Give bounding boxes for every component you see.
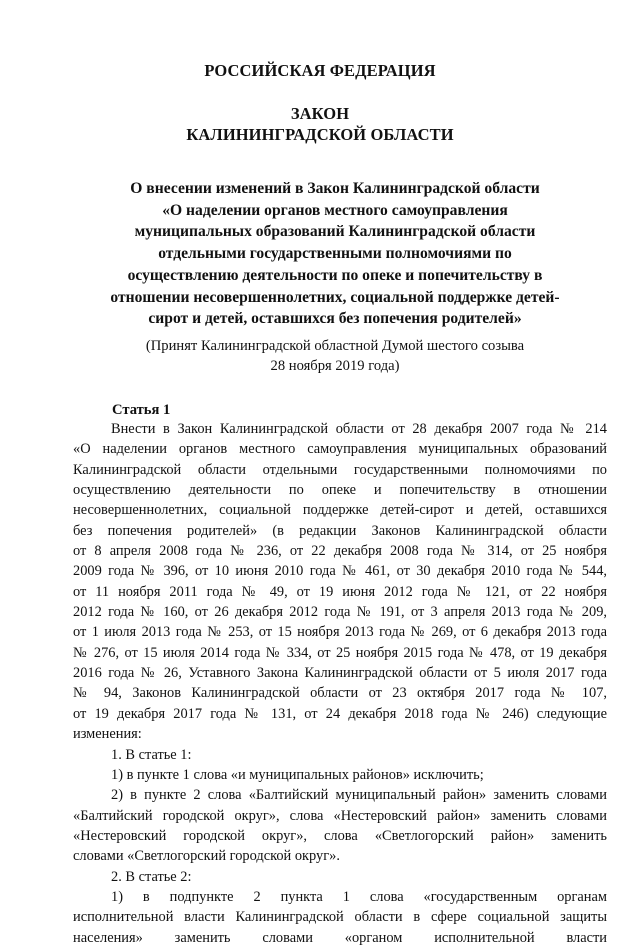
- subject-line: муниципальных образований Калининградской области: [134, 223, 536, 241]
- subject-line: сирот и детей, оставшихся без попечения родителей»: [148, 310, 522, 328]
- body-line: № 276, от 15 июля 2014 года № 334, от 25 ноября 2015 года № 478, от 19 декабря: [73, 644, 607, 661]
- body-line: № 94, Законов Калининградской области от 23 октября 2017 года № 107,: [73, 685, 607, 702]
- body-line: «О наделении органов местного самоуправления муниципальных образований: [73, 441, 607, 458]
- subject-line: О внесении изменений в Закон Калининградской области: [130, 180, 540, 197]
- body-line: «Балтийский городской округ», слова «Нестеровский район» заменить словами: [73, 807, 607, 824]
- law-label: ЗАКОН: [290, 104, 350, 123]
- body-line: без попечения родителей» (в редакции Законов Калининградской области: [73, 522, 607, 539]
- subject-line: отношении несовершеннолетних, социальной поддержке детей-: [110, 288, 560, 306]
- article-body: [73, 419, 607, 948]
- article-title: Статья 1: [112, 402, 171, 418]
- body-line: «Нестеровский городской округ», слова «Светлогорский район» заменить: [73, 827, 607, 844]
- body-line: изменения:: [73, 726, 142, 743]
- body-line: 2012 года № 160, от 26 декабря 2012 года № 191, от 3 апреля 2013 года № 209,: [73, 604, 607, 621]
- body-line: от 19 декабря 2017 года № 131, от 24 декабря 2018 года № 246) следующие: [73, 705, 607, 722]
- body-line: 1) в пункте 1 слова «и муниципальных районов» исключить;: [111, 766, 484, 783]
- law-subject-title: [70, 178, 600, 330]
- body-line: от 8 апреля 2008 года № 236, от 22 декабря 2008 года № 314, от 25 ноября: [73, 543, 607, 560]
- body-line: Калининградской области отдельными государственными полномочиями по: [73, 461, 607, 478]
- body-line: 1. В статье 1:: [111, 746, 192, 763]
- body-line: словами «Светлогорский городской округ».: [73, 848, 340, 865]
- subject-line: «О наделении органов местного самоуправления: [162, 201, 508, 219]
- body-line: 2. В статье 2:: [111, 868, 192, 885]
- adoption-note: [70, 336, 600, 376]
- body-line: исполнительной власти Калининградской области в сфере социальной защиты: [73, 909, 607, 926]
- body-line: Внести в Закон Калининградской области от 28 декабря 2007 года № 214: [111, 421, 607, 437]
- body-line: 2) в пункте 2 слова «Балтийский муниципальный район» заменить словами: [111, 787, 607, 804]
- subject-line: отдельными государственными полномочиями по: [158, 245, 512, 263]
- adoption-line: 28 ноября 2019 года): [270, 358, 400, 374]
- body-line: 2016 года № 26, Уставного Закона Калининградской области от 5 июля 2017 года: [73, 665, 607, 682]
- body-line: осуществлению деятельности по опеке и попечительству в отношении: [73, 482, 607, 499]
- body-line: от 1 июля 2013 года № 253, от 15 ноября 2013 года № 269, от 6 декабря 2013 года: [73, 624, 607, 641]
- body-line: 1) в подпункте 2 пункта 1 слова «государственным органам: [111, 888, 607, 905]
- region-heading: КАЛИНИНГРАДСКОЙ ОБЛАСТИ: [186, 125, 454, 144]
- federation-heading: РОССИЙСКАЯ ФЕДЕРАЦИЯ: [204, 61, 436, 80]
- body-line: населения» заменить словами «органом исполнительной власти: [73, 929, 607, 946]
- adoption-line: (Принят Калининградской областной Думой шестого созыва: [145, 338, 525, 354]
- body-line: от 11 ноября 2011 года № 49, от 19 июня 2012 года № 121, от 22 ноября: [73, 583, 607, 600]
- subject-line: осуществлению деятельности по опеке и попечительству в: [127, 266, 543, 284]
- body-line: 2009 года № 396, от 10 июня 2010 года № 461, от 30 декабря 2010 года № 544,: [73, 563, 607, 580]
- body-line: несовершеннолетних, социальной поддержке детей-сирот и детей, оставшихся: [73, 502, 607, 519]
